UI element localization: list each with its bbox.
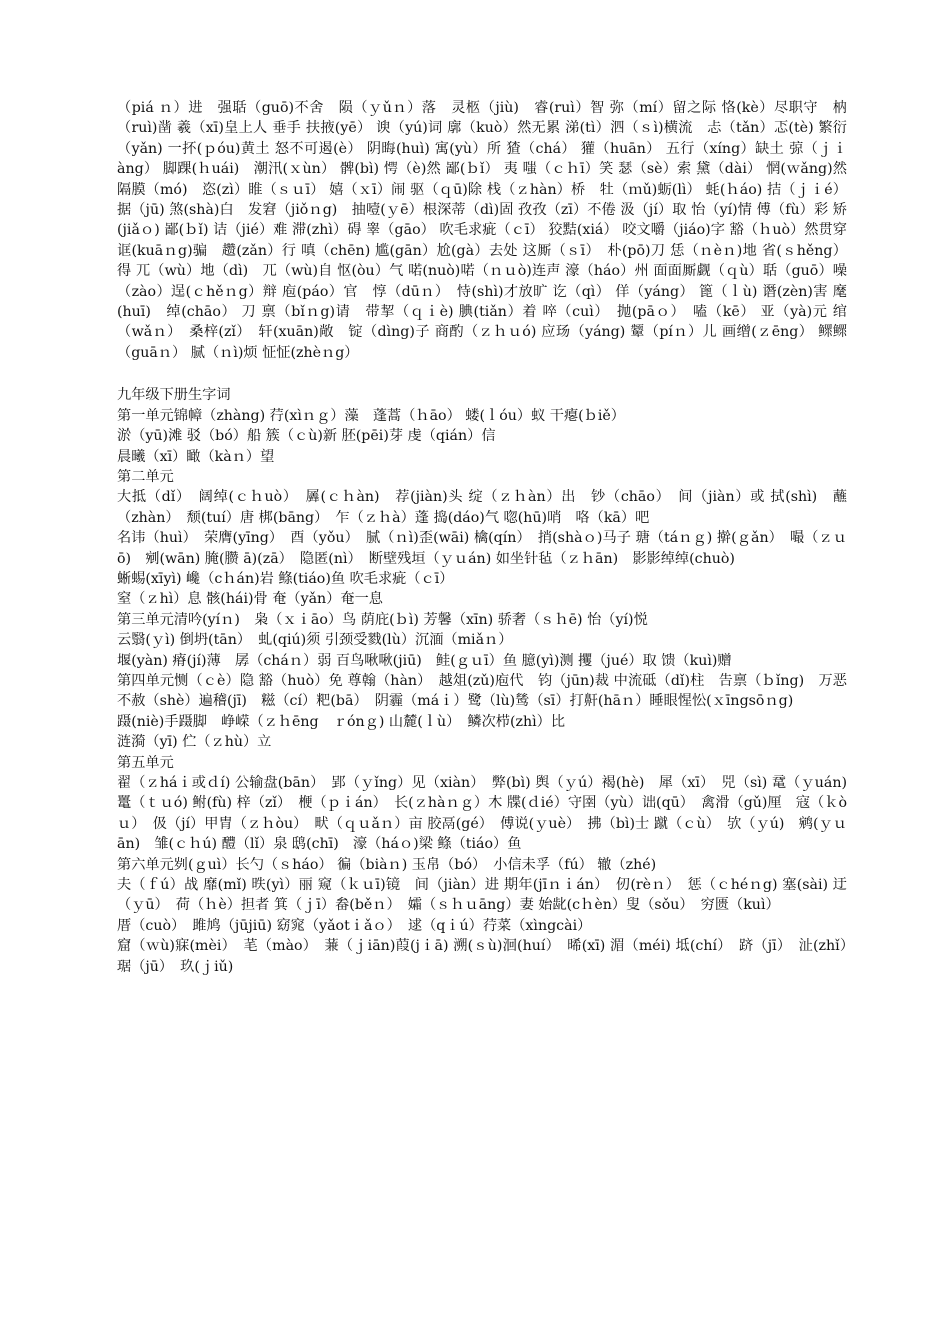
vocab-line: 堰(yàn) 瘠(jí)薄 孱（cháｎ）弱 百鸟啾啾(jiū) 鲑(ｇｕī）鱼 臆(yì)测 攫（jué）取 馈（kuì)赠 [117,652,732,669]
vocab-line: 厝（cuò） 雎鸠（jūjiū) 窈窕（yǎotｉǎｏ） 逑（qｉú）荇菜（xìngcài） [117,917,592,934]
vocab-line: 第四单元恻（ｃè）隐 豁（huò）免 尊翰（hàn） 越俎(zǔ)庖代 钧（jūn)裁 中流砥（dǐ)柱 告禀（ｂǐng) 万恶不赦（shè）遍稽(jī) 糍（cí）粑(bā） 阴霾（máｉ）鹭（lù)鸶（sī）打鼾(hāｎ）睡眼惺忪(ｘīngsōｎg) [117,672,847,710]
vocab-line: 第五单元 [117,754,174,771]
intro-paragraph: （piá ｎ）进 强聒（guō)不舍 陨（ｙǔｎ）落 灵柩（jiù) 睿(ruì）智 弥（mí）留之际 恪(kè）尽职守 枘（ruì)凿 羲（xī)皇上人 垂手 扶掖(yē） 谀（yú)词 廓（kuò）然无累 涕(tì）泗（ｓì)横流 忐（tǎn）忑(tè) 繁衍（yǎn) 一抔(ｐóu)黄土 怒不可遏(è） 阴晦(huì) 寓(yù）所 猹（chá） 獾（huān） 五行（xíng）缺土 弶（ｊｉàng） 脚踝(ｈuái) 潮汛(ｘùn） 髀(bì) 愕（è)然 鄙(ｂǐ） 夷 嗤（ｃｈī）笑 瑟（sè）索 黛（dài） 惘(ｗǎng)然 隔膜（mó) 恣(zì）睢（ｓｕī） 嬉（ｘī）闹 驱（ｑū)除 栈（ｚhàn）桥 牡（ｍǔ)蛎(lì） 蚝(ｈáo) 拮（ｊｉé）据（jū) 煞(shà)白 发窘（jiǒｎg) 抽噎(ｙē）根深蒂（dì)固 孜孜（zī）不倦 汲（jí）取 怡（yí)情 傅（fù）彩 矫(jiǎｏ) 鄙(ｂǐ) 诘（jié）难 滞(zhì）碍 睾（gāo） 吹毛求疵（ｃī） 狡黠(xiá） 咬文嚼（jiáo)字 豁（ｈuò）然贯穿 诓(kuāｎg)骗 趱(zǎn）行 嗔（chēn) 尴(gān）尬(gà）去处 这厮（ｓī） 朴(pō)刀 恁（ｎèｎ)地 省(ｓhěng）得 兀（wù）地（dì) 兀（wù)自 怄(òu）气 喏(nuò)喏（ｎｕò)连声 濠（háo）州 面面厮觑（ｑù）聒（guō）噪（zào）逞(ｃhěｎg）辩 庖(páo）官 惇（dūｎ） 恃(shì)才放旷 讫（qì） 佯（yáng） 篦（ｌù) 谮(zèn)害 麾(huī) 绰(chāo） 刀 禀（bǐｎg)请 带挈（ｑｉè) 腆(tiǎn）着 啐（cuì） 抛(pāｏ） 嗑（kē） 亚（yà)元 绾（wǎｎ） 桑梓(zǐ） 轩(xuān)敞 锭（dìng)子 商酌（ｚｈｕó) 应玚（yáng) 颦（píｎ）儿 画缯(ｚēng） 鳏鳏（guāｎ） 腻（ｎì)烦 怔怔(zhèｎg） [117,100,862,361]
vocab-line: 第三单元清吟(yíｎ) 枭（ｘｉāo）鸟 荫庇(ｂì) 芳馨（xīn) 骄奢（ｓｈē) 怡（yí)悦 [117,611,648,628]
vocab-line: 淤（yū)滩 驳（bó）船 簇（ｃù)新 胚(pēi)芽 虔（qián）信 [117,428,496,445]
vocab-line: 窟（ｗù)寐(mèi） 芼（mào） 蒹（ｊiān)葭(jｉā) 溯(ｓù)洄(huí） 晞(xī) 湄（méi) 坻(chí） 跻（jī） 沚(zhǐ） 琚（jū） 玖(ｊiǔ) [117,938,862,975]
vocab-line: 大抵（dǐ） 阔绰(ｃｈuò） 羼(ｃｈàn) 荐(jiàn)头 绽（ｚｈàn）出 钞（chāo） 间（jiàn）或 拭(shì) 蘸（zhàn） 颓(tuí）唐 梆(bāng） 乍（ｚｈà）蓬 捣(dáo)气 唿(hū)哨 咯（kā）吧 [117,489,847,526]
unit-heading: 第二单元 [117,468,174,485]
unit-heading: 翟（ｚháｉ或ｄí) 公输盘(bān） 郢（ｙǐng）见（xiàn） 弊(bì) 舆（ｙú）褐(hè) 犀（xī） 兕（sì) 鼋（ｙuán)鼍（ｔｕó) 鲋(fù) 梓（zǐ） 楩（ｐｉán） 长(ｚhàｎｇ）木 牒(ｄié）守圉（yù）诎(qū） 禽滑（gǔ)厘 寇（ｋòｕ） 伋（jí）甲胄（ｚｈòu） 畎（ｑｕǎｎ）亩 胶鬲(gé） 傅说(ｙuè） 拂（bì)士 蹴（ｃù） 欤（ｙú) 鹓(ｙｕān) 雏(ｃｈú) 醴（lǐ）泉 鸱(chī) 濠（háｏ)梁 鲦（tiáo）鱼 [117,775,847,853]
vocab-line: 第一单元锦幛（zhàng) 荇(xìｎｇ）藻 蓬蒿（ｈāo） 蝼(ｌóu）蚁 干瘪(ｂiě） [117,407,625,424]
vocab-line: 云翳(ｙì) 倒坍(tān） 虬(qiú)须 引颈受戮(lù）沉湎（miǎｎ） [117,632,513,649]
vocab-line: 名讳（huì） 荣膺(yīng） 酉（yǒu） 腻（ｎì)歪(wāi) 檎(qín） 捎(shàｏ)马子 瑭（táｎｇ) 擀(ｇǎn） 嘬（ｚｕō) 剜(wān) 腌(臜 ā)(zā） 隐匿(nì） 断壁残垣（ｙｕán) 如坐针毡（ｚｈān) 影影绰绰(chuò) [117,530,847,567]
spacer [117,363,847,385]
vocab-line: 第六单元刿(ｇuì）长勺（ｓháo） 徧（biàｎ) 玉帛（bó） 小信未孚（fú） 辙（zhé) [117,856,657,873]
document-page [117,98,862,977]
vocab-line: 窒（ｚhì）息 骸(hái)骨 奄（yǎn）奄一息 [117,591,383,608]
vocab-line: 涟漪（yī) 伫（ｚhù）立 [117,734,272,751]
section-header: 九年级下册生字词 [117,387,231,404]
vocab-line: 蹑(niè)手蹑脚 峥嵘（ｚｈēng ｒónｇ) 山麓(ｌù） 鳞次栉(zhì）比 [117,713,566,730]
vocab-line: 蜥蜴(xīyì) 巉（cｈán)岩 鲦(tiáo)鱼 吹毛求疵（ｃī） [117,570,454,587]
vocab-line: 夫（ｆú）战 靡(mǐ) 昳(yì）丽 窥（ｋｕī)镜 间（jiàn）进 期年(jīｎｉán） 仞(rèｎ） 惩（ｃhéｎg) 塞(sài) 迂（ｙū） 荷（ｈè）担者 箕（ｊī）畚(běｎ） 孀（ｓｈｕāng）妻 始龀(cｈèn）叟（sǒu） 穷匮（kuì） [117,877,847,914]
vocab-line: 晨曦（xī）瞰（kàｎ）望 [117,448,275,465]
